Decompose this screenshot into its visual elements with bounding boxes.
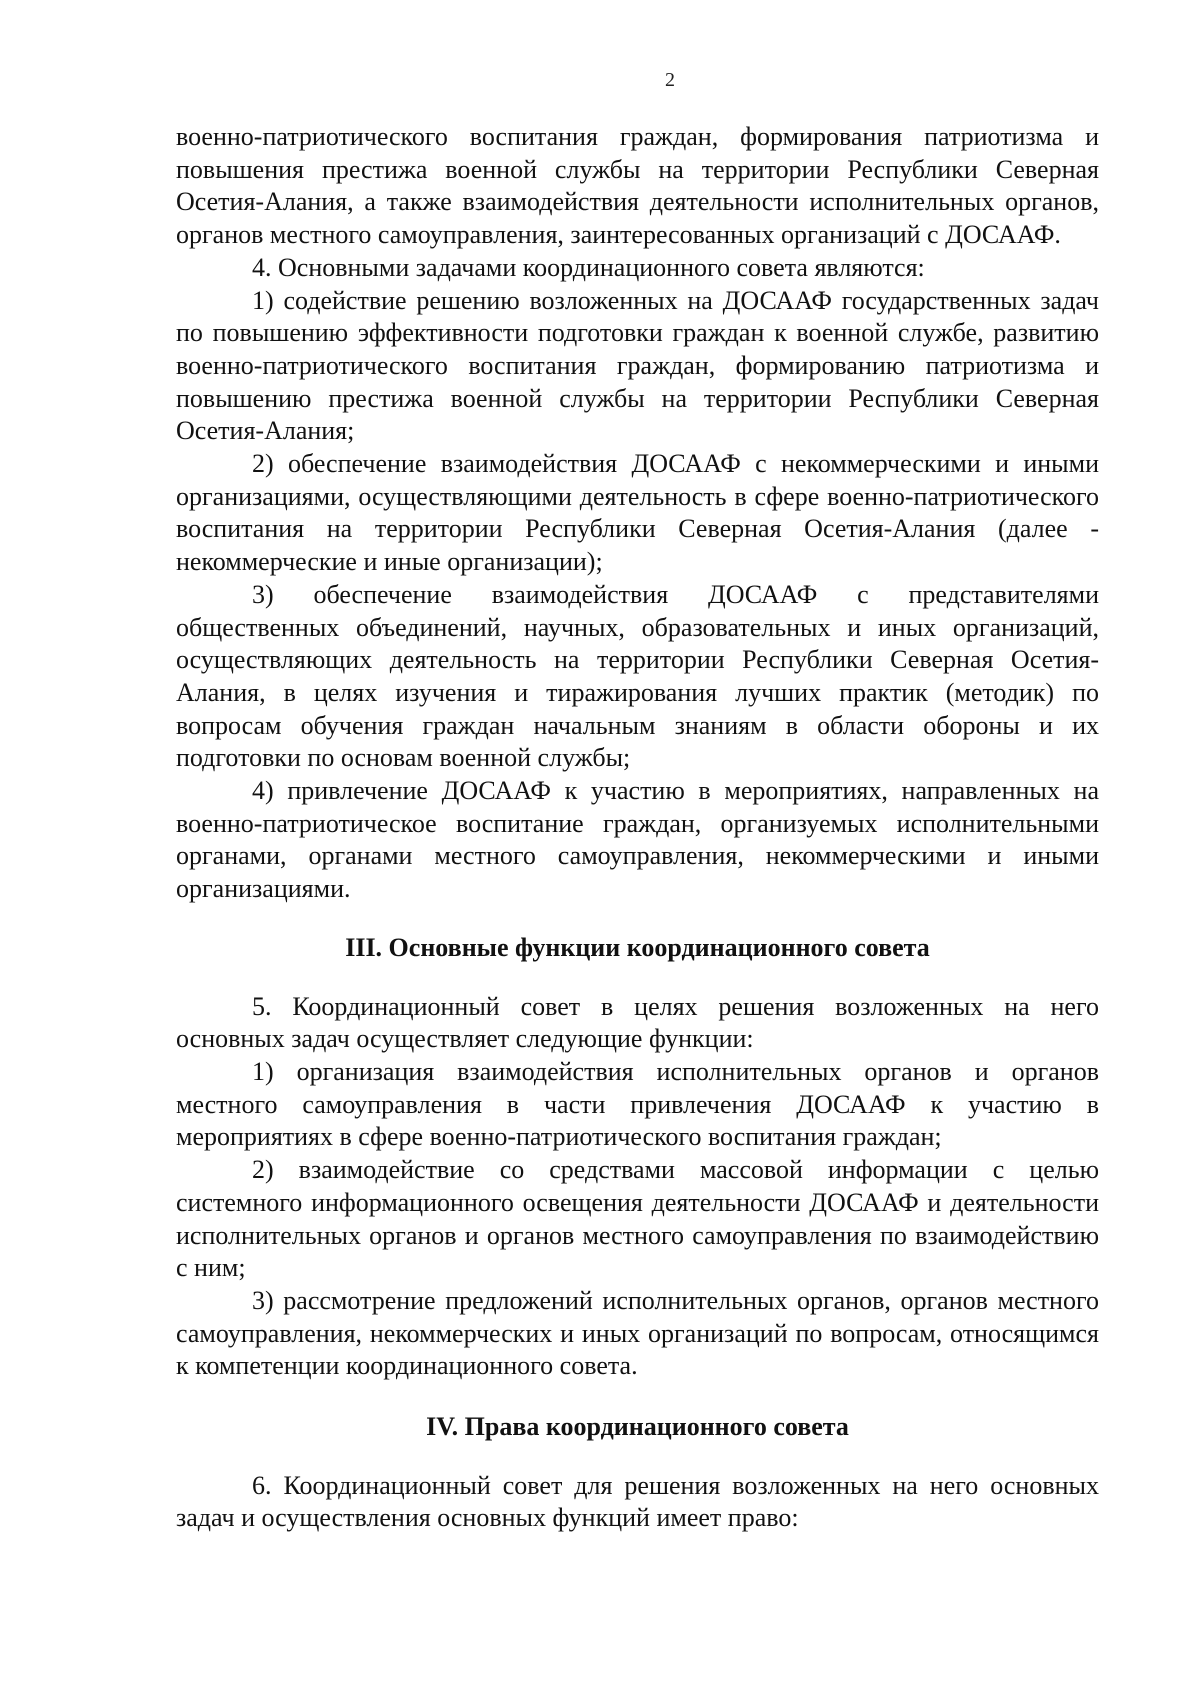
task-item-4: 4) привлечение ДОСААФ к участию в мероприятиях, направленных на военно-патриотическое воспитание граждан, организуемых исполнительными органами, органами местного самоуправления, некоммерческими и иными организациями. (176, 776, 1099, 904)
task-item-2: 2) обеспечение взаимодействия ДОСААФ с некоммерческими и иными организациями, осуществляющими деятельность в сфере военно-патриотического воспитания на территории Республики Северная Осетия-Алания (далее - некоммерческие и иные организации); (176, 449, 1099, 577)
function-item-3: 3) рассмотрение предложений исполнительных органов, органов местного самоуправления, некоммерческих и иных организаций по вопросам, относящимся к компетенции координационного совета. (176, 1285, 1099, 1381)
intro-paragraph: военно-патриотического воспитания граждан, формирования патриотизма и повышения престижа военной службы на территории Республики Северная Осетия-Алания, а также взаимодействия деятельности исполнительных органов, органов местного самоуправления, заинтересованных организаций с ДОСААФ. (176, 122, 1099, 250)
page-number: 2 (665, 69, 675, 91)
function-item-2: 2) взаимодействие со средствами массовой информации с целью системного информационного освещения деятельности ДОСААФ и деятельности исполнительных органов и органов местного самоуправления по взаимодействию с ним; (176, 1155, 1099, 1283)
task-item-3: 3) обеспечение взаимодействия ДОСААФ с представителями общественных объединений, научных, образовательных и иных организаций, осуществляющих деятельность на территории Республики Северная Осетия-Алания, в целях изучения и тиражирования лучших практик (методик) по вопросам обучения граждан начальным знаниям в области обороны и их подготовки по основам военной службы; (176, 579, 1099, 773)
section-3-heading: III. Основные функции координационного совета (345, 932, 930, 962)
paragraph-5-functions-intro: 5. Координационный совет в целях решения возложенных на него основных задач осуществляет следующие функции: (176, 991, 1099, 1054)
task-item-1: 1) содействие решению возложенных на ДОСААФ государственных задач по повышению эффективности подготовки граждан к военной службе, развитию военно-патриотического воспитания граждан, формированию патриотизма и повышению престижа военной службы на территории Республики Северная Осетия-Алания; (176, 285, 1099, 446)
paragraph-6-rights-intro: 6. Координационный совет для решения возложенных на него основных задач и осуществления основных функций имеет право: (176, 1470, 1099, 1533)
function-item-1: 1) организация взаимодействия исполнительных органов и органов местного самоуправления в части привлечения ДОСААФ к участию в мероприятиях в сфере военно-патриотического воспитания граждан; (176, 1056, 1099, 1152)
paragraph-4-tasks-intro: 4. Основными задачами координационного совета являются: (252, 252, 925, 282)
section-4-heading: IV. Права координационного совета (426, 1412, 849, 1442)
document-body (176, 121, 1099, 1535)
